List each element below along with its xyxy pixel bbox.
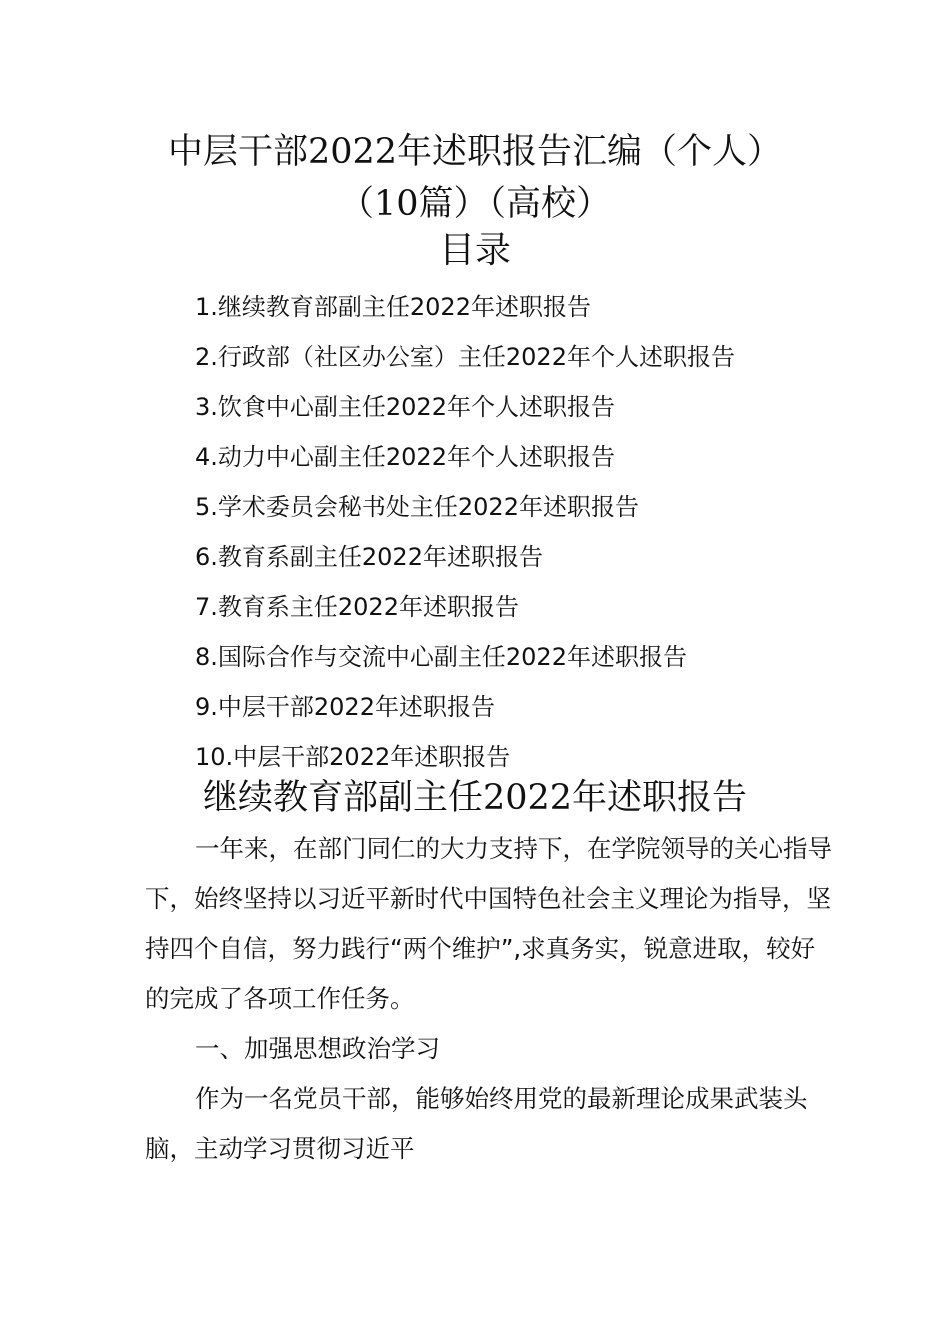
toc-heading: 目录	[438, 230, 511, 271]
toc-item: 7.教育系主任2022年述职报告	[195, 593, 519, 621]
body-paragraph: 一年来，在部门同仁的大力支持下，在学院领导的关心指导下，始终坚持以习近平新时代中国特色社会主义理论为指导，坚持四个自信，努力践行“两个维护”,求真务实，锐意进取，较好的完成了各项工作任务。	[145, 834, 832, 1013]
toc-item: 2.行政部（社区办公室）主任2022年个人述职报告	[195, 343, 735, 371]
toc-item: 4.动力中心副主任2022年个人述职报告	[195, 443, 615, 471]
table-of-contents	[195, 282, 735, 782]
document-title-line-1: 中层干部2022年述职报告汇编（个人）	[167, 132, 783, 172]
body-paragraph: 作为一名党员干部，能够始终用党的最新理论成果武装头脑，主动学习贯彻习近平	[145, 1084, 808, 1163]
section-title: 继续教育部副主任2022年述职报告	[202, 778, 748, 818]
toc-item: 8.国际合作与交流中心副主任2022年述职报告	[195, 643, 687, 671]
document-title-line-2: （10篇）（高校）	[338, 184, 612, 224]
toc-item: 3.饮食中心副主任2022年个人述职报告	[195, 393, 615, 421]
toc-item: 9.中层干部2022年述职报告	[195, 693, 495, 721]
toc-item: 1.继续教育部副主任2022年述职报告	[195, 293, 591, 321]
toc-item: 10.中层干部2022年述职报告	[195, 743, 511, 771]
toc-item: 6.教育系副主任2022年述职报告	[195, 543, 543, 571]
section-heading: 一、加强思想政治学习	[195, 1034, 440, 1063]
toc-item: 5.学术委员会秘书处主任2022年述职报告	[195, 493, 639, 521]
